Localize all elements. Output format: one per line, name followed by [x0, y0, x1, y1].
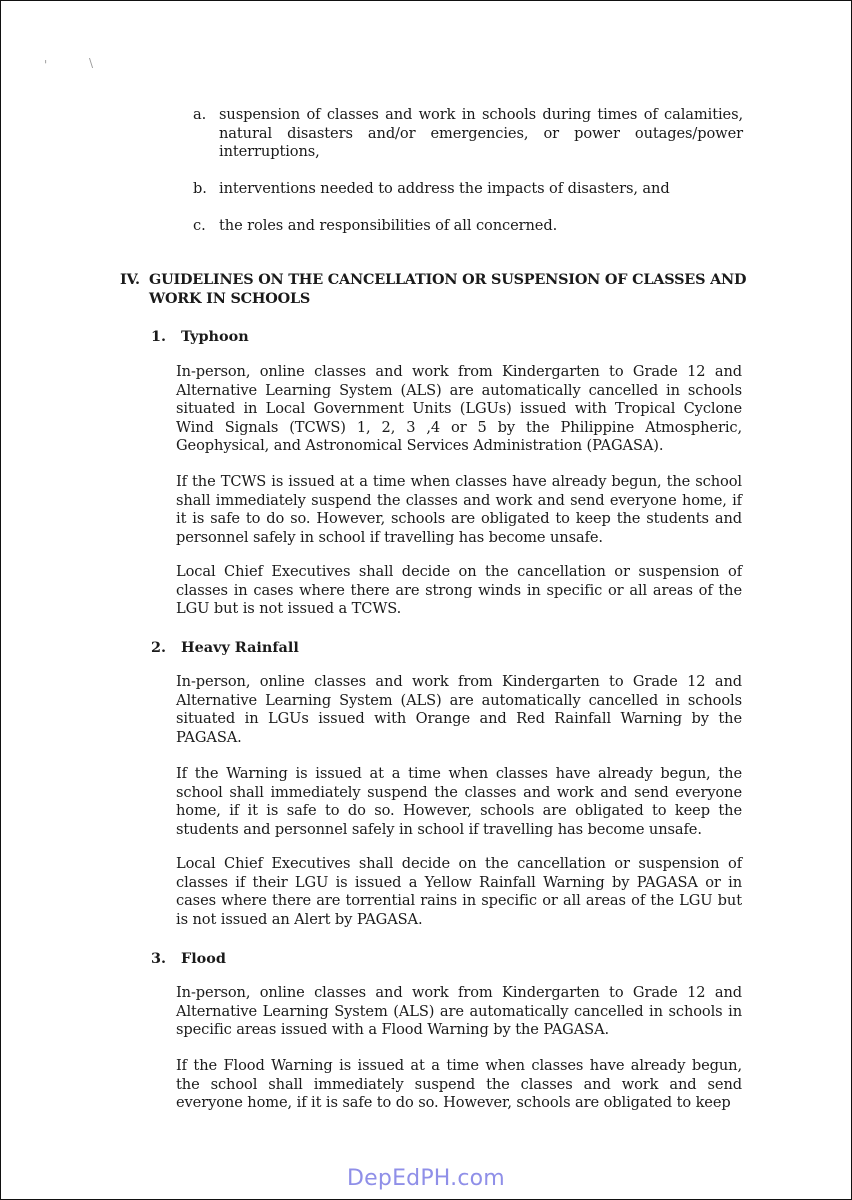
list-item	[193, 180, 743, 199]
list-marker: a.	[193, 106, 207, 123]
list-item-text: interventions needed to address the impacts of disasters, and	[219, 180, 670, 197]
subsection-title: Typhoon	[181, 328, 249, 345]
paragraph: If the Flood Warning is issued at a time when classes have already begun, the school shall immediately suspend the classes and work and send everyone home, if it is safe to do so. However, schools are obligated to keep	[176, 1057, 742, 1112]
paragraph: In-person, online classes and work from Kindergarten to Grade 12 and Alternative Learning System (ALS) are automatically cancelled in schools situated in Local Government Units (LGUs) issued with Tropical Cyclone Wind Signals (TCWS) 1, 2, 3 ,4 or 5 by the Philippine Atmospheric, Geophysical, and Astronomical Services Administration (PAGASA).	[176, 363, 742, 455]
section-heading	[120, 270, 750, 308]
subsection-number: 1.	[151, 328, 167, 345]
list-item-text: suspension of classes and work in schools during times of calamities, natural disasters and/or emergencies, or power outages/power interruptions,	[219, 106, 743, 161]
list-item	[193, 106, 743, 162]
list-item	[193, 217, 743, 236]
subsection-number: 3.	[151, 950, 167, 967]
list-marker: c.	[193, 217, 206, 234]
subsection-heading-typhoon	[151, 327, 249, 346]
list-item-text: the roles and responsibilities of all concerned.	[219, 217, 558, 234]
list-marker: b.	[193, 180, 207, 197]
paragraph: If the Warning is issued at a time when classes have already begun, the school shall immediately suspend the classes and work and send everyone home, if it is safe to do so. However, schools are obligated to keep the students and personnel safely in school if travelling has become unsafe.	[176, 765, 742, 838]
section-number: IV.	[120, 271, 140, 288]
paragraph: Local Chief Executives shall decide on the cancellation or suspension of classes if their LGU is issued a Yellow Rainfall Warning by PAGASA or in cases where there are torrential rains in specific or all areas of the LGU but is not issued an Alert by PAGASA.	[176, 855, 742, 928]
subsection-heading-heavy-rainfall	[151, 638, 299, 657]
watermark: DepEdPH.com	[347, 1166, 505, 1191]
subsection-heading-flood	[151, 949, 226, 968]
subsection-title: Flood	[181, 950, 226, 967]
paragraph: Local Chief Executives shall decide on the cancellation or suspension of classes in cases where there are strong winds in specific or all areas of the LGU but is not issued a TCWS.	[176, 563, 742, 618]
scan-mark: '	[44, 58, 48, 72]
subsection-number: 2.	[151, 639, 167, 656]
section-title: GUIDELINES ON THE CANCELLATION OR SUSPENSION OF CLASSES AND WORK IN SCHOOLS	[149, 271, 747, 307]
paragraph: In-person, online classes and work from Kindergarten to Grade 12 and Alternative Learning System (ALS) are automatically cancelled in schools in specific areas issued with a Flood Warning by the PAGASA.	[176, 984, 742, 1039]
paragraph: In-person, online classes and work from Kindergarten to Grade 12 and Alternative Learning System (ALS) are automatically cancelled in schools situated in LGUs issued with Orange and Red Rainfall Warning by the PAGASA.	[176, 673, 742, 746]
paragraph: If the TCWS is issued at a time when classes have already begun, the school shall immediately suspend the classes and work and send everyone home, if it is safe to do so. However, schools are obligated to keep the students and personnel safely in school if travelling has become unsafe.	[176, 473, 742, 546]
scan-mark: \	[89, 56, 94, 70]
subsection-title: Heavy Rainfall	[181, 639, 299, 656]
